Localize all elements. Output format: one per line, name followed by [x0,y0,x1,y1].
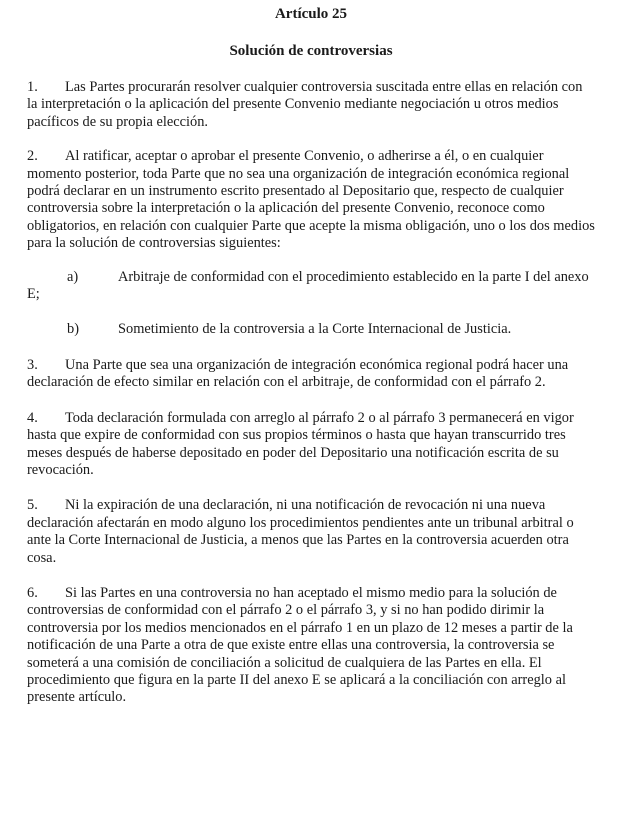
paragraph-1 [27,79,595,131]
paragraph-5 [27,497,595,567]
paragraph-number: 1. [27,79,38,95]
paragraph-3 [27,357,595,392]
paragraph-text: Toda declaración formulada con arreglo al párrafo 2 o al párrafo 3 permanecerá en vigor hasta que expire de conformidad con sus propios términos o hasta que hayan transcurrido tres meses después de haberse depositado en poder del Depositario una notificación escrita de su revocación. [27,409,574,478]
paragraph-number: 4. [27,409,38,426]
paragraph-4 [27,410,595,480]
item-label: b) [67,321,79,338]
paragraph-text: Ni la expiración de una declaración, ni una notificación de revocación ni una nueva declaración afectarán en modo alguno los procedimientos pendientes ante un tribunal arbitral o ante la Corte Internacional de Justicia, a menos que las Partes en la controversia acuerden otra cosa. [27,497,574,566]
paragraph-text: Una Parte que sea una organización de integración económica regional podrá hacer una declaración de efecto similar en relación con el arbitraje, de conformidad con el párrafo 2. [27,356,569,391]
list-item-b [27,321,595,338]
paragraph-text: Las Partes procurarán resolver cualquier controversia suscitada entre ellas en relación con la interpretación o la aplicación del presente Convenio mediante negociación u otros medios pacíficos de su propia elección. [27,79,583,130]
list-item-a [27,269,595,304]
item-text: Arbitraje de conformidad con el procedimiento establecido en la parte I del anexo E; [27,268,589,303]
paragraph-number: 2. [27,148,38,165]
item-text: Sometimiento de la controversia a la Corte Internacional de Justicia. [118,321,512,338]
paragraph-number: 3. [27,356,38,373]
article-title: Artículo 25 [274,6,348,22]
paragraph-text: Al ratificar, aceptar o aprobar el presente Convenio, o adherirse a él, o en cualquier momento posterior, toda Parte que no sea una organización de integración económica regional podrá declarar en un instrumento escrito presentado al Depositario que, respecto de cualquier controversia sobre la interpretación o la aplicación del presente Convenio, reconoce como obligatorios, en relación con cualquier Parte que acepte la misma obligación, uno o los dos medios para la solución de controversias siguientes: [27,148,595,252]
paragraph-6 [27,585,595,707]
paragraph-number: 5. [27,497,38,514]
paragraph-number: 6. [27,584,38,601]
paragraph-2 [27,148,595,252]
article-subtitle: Solución de controversias [229,43,393,59]
paragraph-text: Si las Partes en una controversia no han aceptado el mismo medio para la solución de controversias de conformidad con el párrafo 2 o el párrafo 3, y si no han podido dirimir la controversia por los medios mencionados en el párrafo 1 en un plazo de 12 meses a partir de la notificación de una Parte a otra de que existe entre ellas una controversia, la controversia se someterá a una comisión de conciliación a solicitud de cualquiera de las Partes en ella. El procedimiento que figura en la parte II del anexo E se aplicará a la conciliación con arreglo al presente artículo. [27,584,573,706]
document-page [27,0,595,707]
item-label: a) [67,268,79,285]
